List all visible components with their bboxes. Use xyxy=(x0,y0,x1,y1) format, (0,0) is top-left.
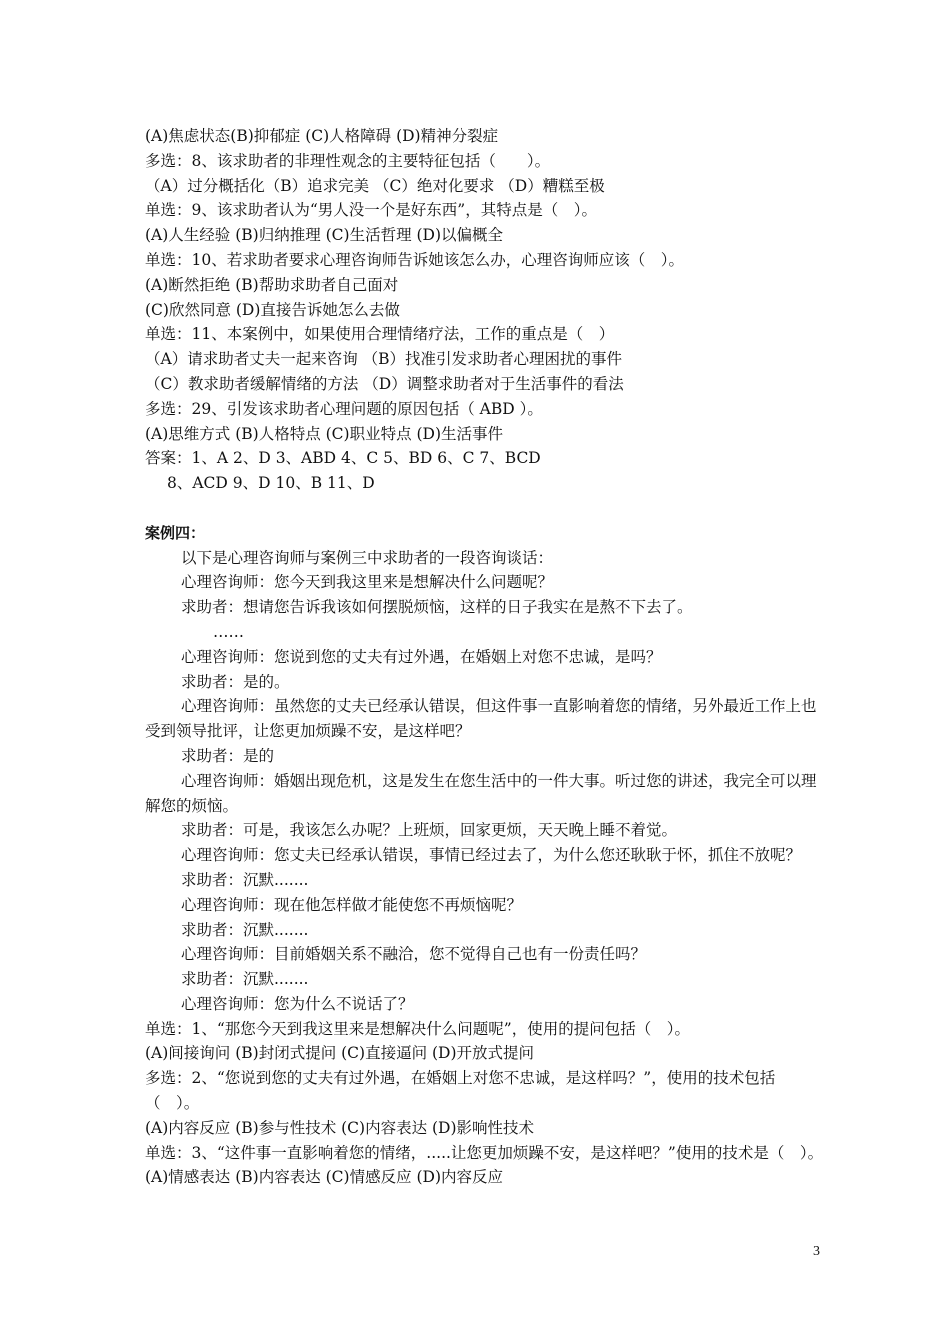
dialogue-line: 求助者：想请您告诉我该如何摆脱烦恼，这样的日子我实在是熬不下去了。 xyxy=(181,598,693,617)
options-line: （C）教求助者缓解情绪的方法 （D）调整求助者对于生活事件的看法 xyxy=(145,374,624,393)
page-number: 3 xyxy=(813,1244,820,1259)
options-line: (A)内容反应 (B)参与性技术 (C)内容表达 (D)影响性技术 xyxy=(145,1118,535,1137)
options-line: (C)欣然同意 (D)直接告诉她怎么去做 xyxy=(145,300,400,319)
options-line: （A）请求助者丈夫一起来咨询 （B）找准引发求助者心理困扰的事件 xyxy=(145,350,623,369)
spacer xyxy=(145,496,825,521)
question-line: 单选：10、若求助者要求心理咨询师告诉她该怎么办，心理咨询师应该（ ）。 xyxy=(145,250,684,269)
case-heading: 案例四： xyxy=(145,523,206,542)
question-paragraph: 单选：3、“这件事一直影响着您的情绪，.....让您更加烦躁不安，是这样吧？”使用的技术是（ ）。 xyxy=(145,1143,824,1162)
dialogue-line: 心理咨询师：您丈夫已经承认错误，事情已经过去了，为什么您还耿耿于怀，抓住不放呢？ xyxy=(181,846,802,865)
question-line: 单选：11、本案例中，如果使用合理情绪疗法，工作的重点是（ ） xyxy=(145,325,615,344)
page-body xyxy=(145,124,825,1190)
dialogue-paragraph: 心理咨询师：婚姻出现危机，这是发生在您生活中的一件大事。听过您的讲述，我完全可以理解您的烦恼。 xyxy=(145,771,817,815)
dialogue-line: 求助者：沉默....... xyxy=(181,970,309,989)
options-line: (A)思维方式 (B)人格特点 (C)职业特点 (D)生活事件 xyxy=(145,424,504,443)
options-line: (A)情感表达 (B)内容表达 (C)情感反应 (D)内容反应 xyxy=(145,1168,504,1187)
answer-key-line: 答案：1、A 2、D 3、ABD 4、C 5、BD 6、C 7、BCD xyxy=(145,449,541,468)
question-line: 多选：8、该求助者的非理性观念的主要特征包括（ ）。 xyxy=(145,151,551,170)
dialogue-line: 求助者：沉默....... xyxy=(181,920,309,939)
ellipsis: …… xyxy=(213,622,244,641)
dialogue-line: 求助者：可是，我该怎么办呢？上班烦，回家更烦，天天晚上睡不着觉。 xyxy=(181,821,678,840)
dialogue-line: 心理咨询师：现在他怎样做才能使您不再烦恼呢？ xyxy=(181,895,523,914)
case-intro: 以下是心理咨询师与案例三中求助者的一段咨询谈话： xyxy=(181,548,554,567)
options-line: (A)间接询问 (B)封闭式提问 (C)直接逼问 (D)开放式提问 xyxy=(145,1044,535,1063)
options-line: (A)人生经验 (B)归纳推理 (C)生活哲理 (D)以偏概全 xyxy=(145,226,504,245)
dialogue-line: 求助者：是的。 xyxy=(181,672,290,691)
question-line: 单选：9、该求助者认为“男人没一个是好东西”，其特点是（ ）。 xyxy=(145,201,597,220)
answer-key-line-2: 8、ACD 9、D 10、B 11、D xyxy=(167,474,375,493)
question-line: 多选：29、引发该求助者心理问题的原因包括（ ABD ）。 xyxy=(145,399,543,418)
options-line: (A)焦虑状态(B)抑郁症 (C)人格障碍 (D)精神分裂症 xyxy=(145,127,499,145)
dialogue-line: 心理咨询师：您说到您的丈夫有过外遇，在婚姻上对您不忠诚，是吗？ xyxy=(181,647,662,666)
question-line: 单选：1、“那您今天到我这里来是想解决什么问题呢”，使用的提问包括（ ）。 xyxy=(145,1019,690,1038)
dialogue-line: 求助者：沉默....... xyxy=(181,870,309,889)
dialogue-line: 心理咨询师：您今天到我这里来是想解决什么问题呢？ xyxy=(181,573,554,592)
options-line: （A）过分概括化（B）追求完美 （C）绝对化要求 （D）糟糕至极 xyxy=(145,176,605,195)
dialogue-paragraph: 心理咨询师：虽然您的丈夫已经承认错误，但这件事一直影响着您的情绪，另外最近工作上也受到领导批评，让您更加烦躁不安，是这样吧？ xyxy=(145,697,817,741)
dialogue-line: 心理咨询师：您为什么不说话了？ xyxy=(181,994,414,1013)
options-line: (A)断然拒绝 (B)帮助求助者自己面对 xyxy=(145,275,399,294)
dialogue-line: 求助者：是的 xyxy=(181,746,275,765)
dialogue-line: 心理咨询师：目前婚姻关系不融洽，您不觉得自己也有一份责任吗？ xyxy=(181,945,647,964)
question-paragraph: 多选：2、“您说到您的丈夫有过外遇，在婚姻上对您不忠诚，是这样吗？”，使用的技术包括（ ）。 xyxy=(145,1069,776,1113)
